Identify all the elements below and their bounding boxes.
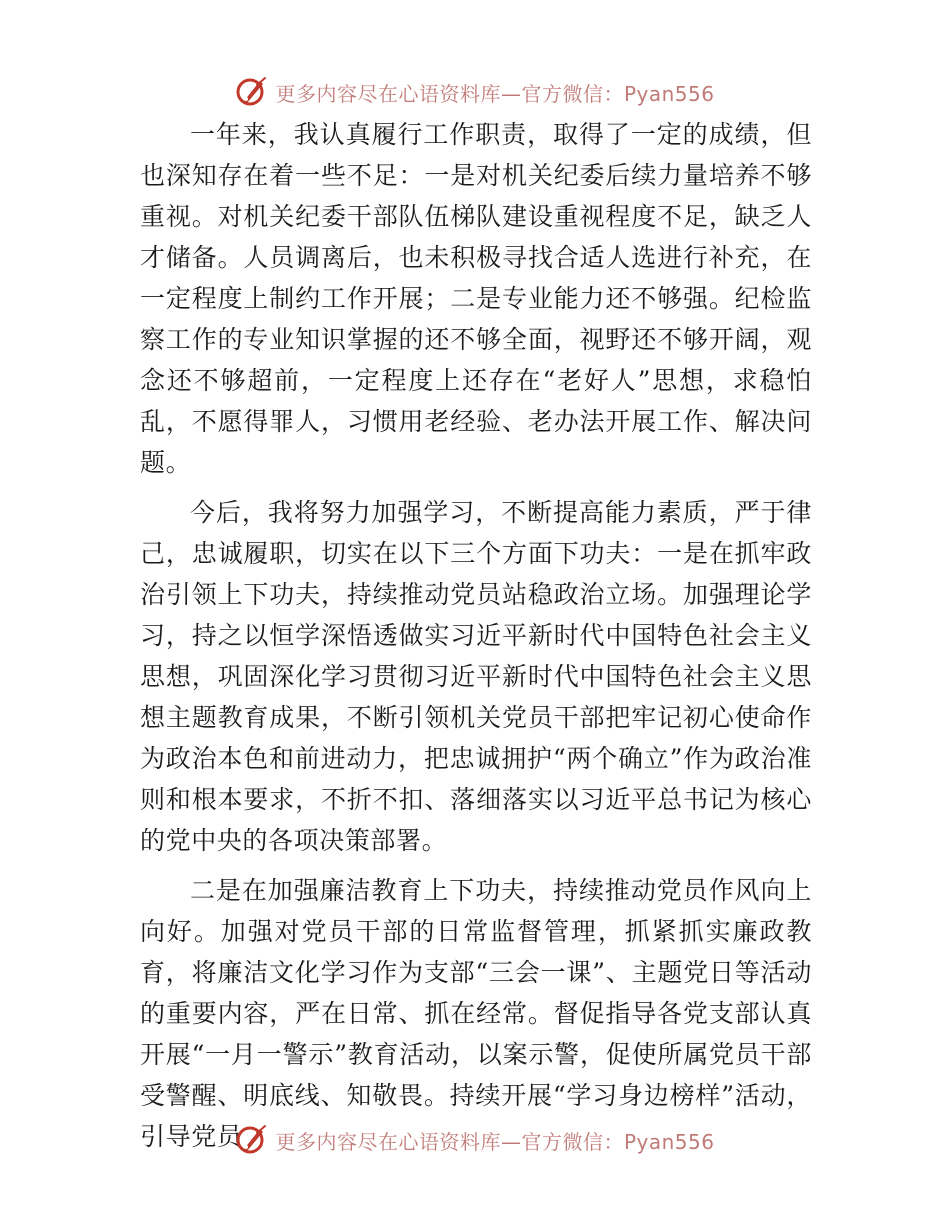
- document-body: [140, 114, 812, 1166]
- red-quill-pen-logo-icon: [235, 1123, 269, 1157]
- header-banner: [0, 72, 950, 112]
- paragraph-2: 今后，我将努力加强学习，不断提高能力素质，严于律己，忠诚履职，切实在以下三个方面下功夫：一是在抓牢政治引领上下功夫，持续推动党员站稳政治立场。加强理论学习，持之以恒学深悟透做实习近平新时代中国特色社会主义思想，巩固深化学习贯彻习近平新时代中国特色社会主义思想主题教育成果，不断引领机关党员干部把牢记初心使命作为政治本色和前进动力，把忠诚拥护“两个确立”作为政治准则和根本要求，不折不扣、落细落实以习近平总书记为核心的党中央的各项决策部署。: [140, 498, 812, 855]
- footer-banner: [0, 1120, 950, 1160]
- header-banner-text: 更多内容尽在心语资料库—官方微信：Pyan556: [275, 81, 715, 106]
- paragraph-1: 一年来，我认真履行工作职责，取得了一定的成绩，但也深知存在着一些不足：一是对机关纪委后续力量培养不够重视。对机关纪委干部队伍梯队建设重视程度不足，缺乏人才储备。人员调离后，也未积极寻找合适人选进行补充，在一定程度上制约工作开展；二是专业能力还不够强。纪检监察工作的专业知识掌握的还不够全面，视野还不够开阔，观念还不够超前，一定程度上还存在“老好人”思想，求稳怕乱，不愿得罪人，习惯用老经验、老办法开展工作、解决问题。: [140, 120, 812, 477]
- footer-banner-text: 更多内容尽在心语资料库—官方微信：Pyan556: [275, 1129, 715, 1154]
- paragraph-3: 二是在加强廉洁教育上下功夫，持续推动党员作风向上向好。加强对党员干部的日常监督管理，抓紧抓实廉政教育，将廉洁文化学习作为支部“三会一课”、主题党日等活动的重要内容，严在日常、抓在经常。督促指导各党支部认真开展“一月一警示”教育活动，以案示警，促使所属党员干部受警醒、明底线、知敬畏。持续开展“学习身边榜样”活动，引导党员: [140, 876, 812, 1151]
- red-quill-pen-logo-icon: [235, 75, 269, 109]
